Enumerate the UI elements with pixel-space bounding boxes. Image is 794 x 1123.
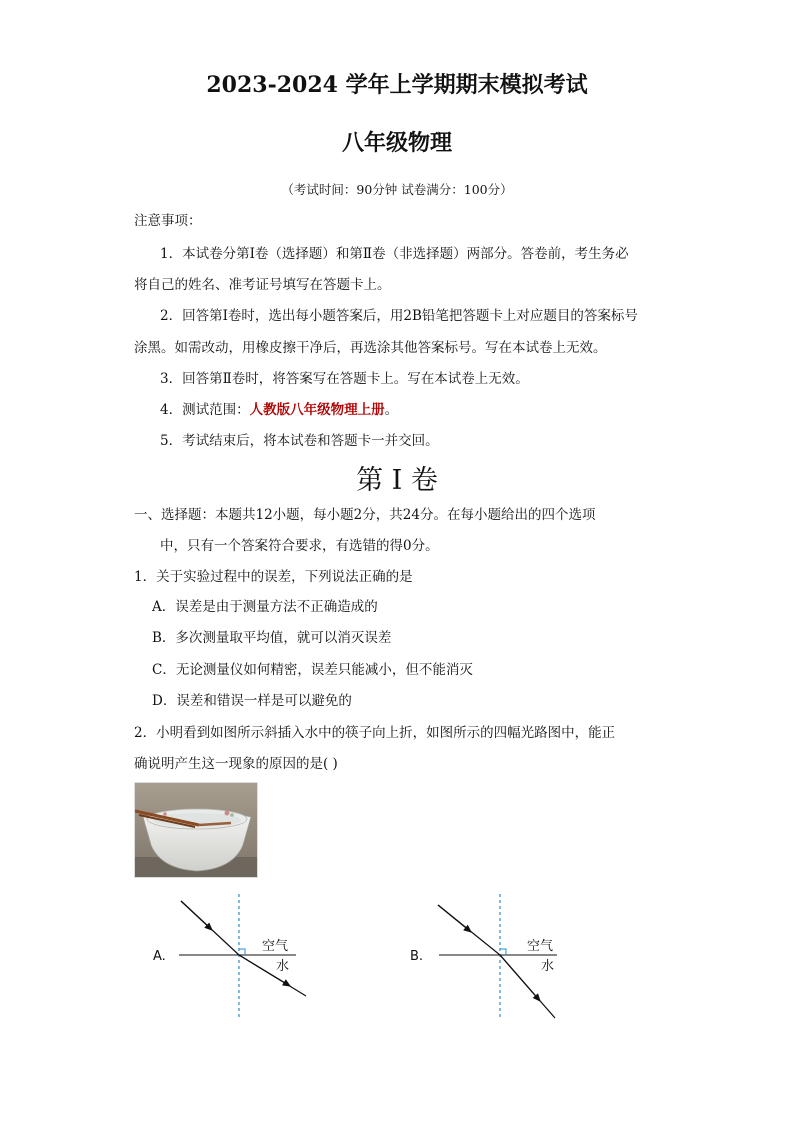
chopsticks-in-bowl-photo bbox=[134, 782, 258, 878]
question-2-stem-line1: 2．小明看到如图所示斜插入水中的筷子向上折，如图所示的四幅光路图中，能正 bbox=[134, 725, 616, 741]
refraction-diagram-b bbox=[405, 894, 575, 1022]
figure-a-label: A. bbox=[153, 949, 166, 964]
question-1-option-c: C．无论测量仪如何精密，误差只能减小，但不能消灭 bbox=[152, 662, 473, 678]
figure-option-b bbox=[405, 894, 575, 1022]
section-title: 第 I 卷 bbox=[356, 465, 438, 496]
part1-instructions-line1: 一、选择题：本题共12小题，每小题2分，共24分。在每小题给出的四个选项 bbox=[134, 507, 596, 523]
figure-b-label: B. bbox=[410, 949, 424, 964]
bowl-image bbox=[135, 783, 258, 878]
notice-heading: 注意事项： bbox=[134, 213, 202, 229]
exam-subtitle: 八年级物理 bbox=[341, 130, 452, 156]
notice-item-4-prefix: 4．测试范围： bbox=[160, 402, 250, 418]
notice-item-2-line1: 2．回答第Ⅰ卷时，选出每小题答案后，用2B铅笔把答题卡上对应题目的答案标号 bbox=[160, 308, 638, 324]
exam-info: （考试时间：90分钟 试卷满分：100分） bbox=[281, 182, 513, 197]
question-1-stem: 1．关于实验过程中的误差，下列说法正确的是 bbox=[134, 569, 413, 585]
notice-item-3: 3．回答第Ⅱ卷时，将答案写在答题卡上。写在本试卷上无效。 bbox=[160, 371, 529, 387]
part1-instructions-line2: 中，只有一个答案符合要求，有选错的得0分。 bbox=[160, 538, 439, 554]
figure-a-water-label: 水 bbox=[276, 959, 290, 974]
refraction-diagram-a bbox=[148, 894, 318, 1022]
figure-b-air-label: 空气 bbox=[527, 939, 554, 954]
exam-title: 2023-2024 学年上学期期末模拟考试 bbox=[206, 72, 588, 98]
question-1-option-b: B．多次测量取平均值，就可以消灭误差 bbox=[152, 630, 392, 646]
question-2-stem-line2: 确说明产生这一现象的原因的是( ) bbox=[134, 756, 338, 772]
notice-item-1-line1: 1．本试卷分第Ⅰ卷（选择题）和第Ⅱ卷（非选择题）两部分。答卷前，考生务必 bbox=[160, 246, 629, 262]
figure-b-water-label: 水 bbox=[541, 959, 555, 974]
question-1-option-d: D．误差和错误一样是可以避免的 bbox=[152, 693, 352, 709]
notice-item-4-suffix: 。 bbox=[384, 402, 399, 418]
question-1-option-a: A．误差是由于测量方法不正确造成的 bbox=[152, 599, 378, 615]
notice-item-4 bbox=[160, 401, 398, 419]
notice-item-2-line2: 涂黑。如需改动，用橡皮擦干净后，再选涂其他答案标号。写在本试卷上无效。 bbox=[134, 340, 607, 356]
test-scope-highlight: 人教版八年级物理上册 bbox=[249, 402, 385, 418]
figure-a-air-label: 空气 bbox=[262, 939, 289, 954]
notice-item-5: 5．考试结束后，将本试卷和答题卡一并交回。 bbox=[160, 433, 439, 449]
notice-item-1-line2: 将自己的姓名、准考证号填写在答题卡上。 bbox=[134, 277, 391, 293]
figure-option-a bbox=[148, 894, 318, 1022]
